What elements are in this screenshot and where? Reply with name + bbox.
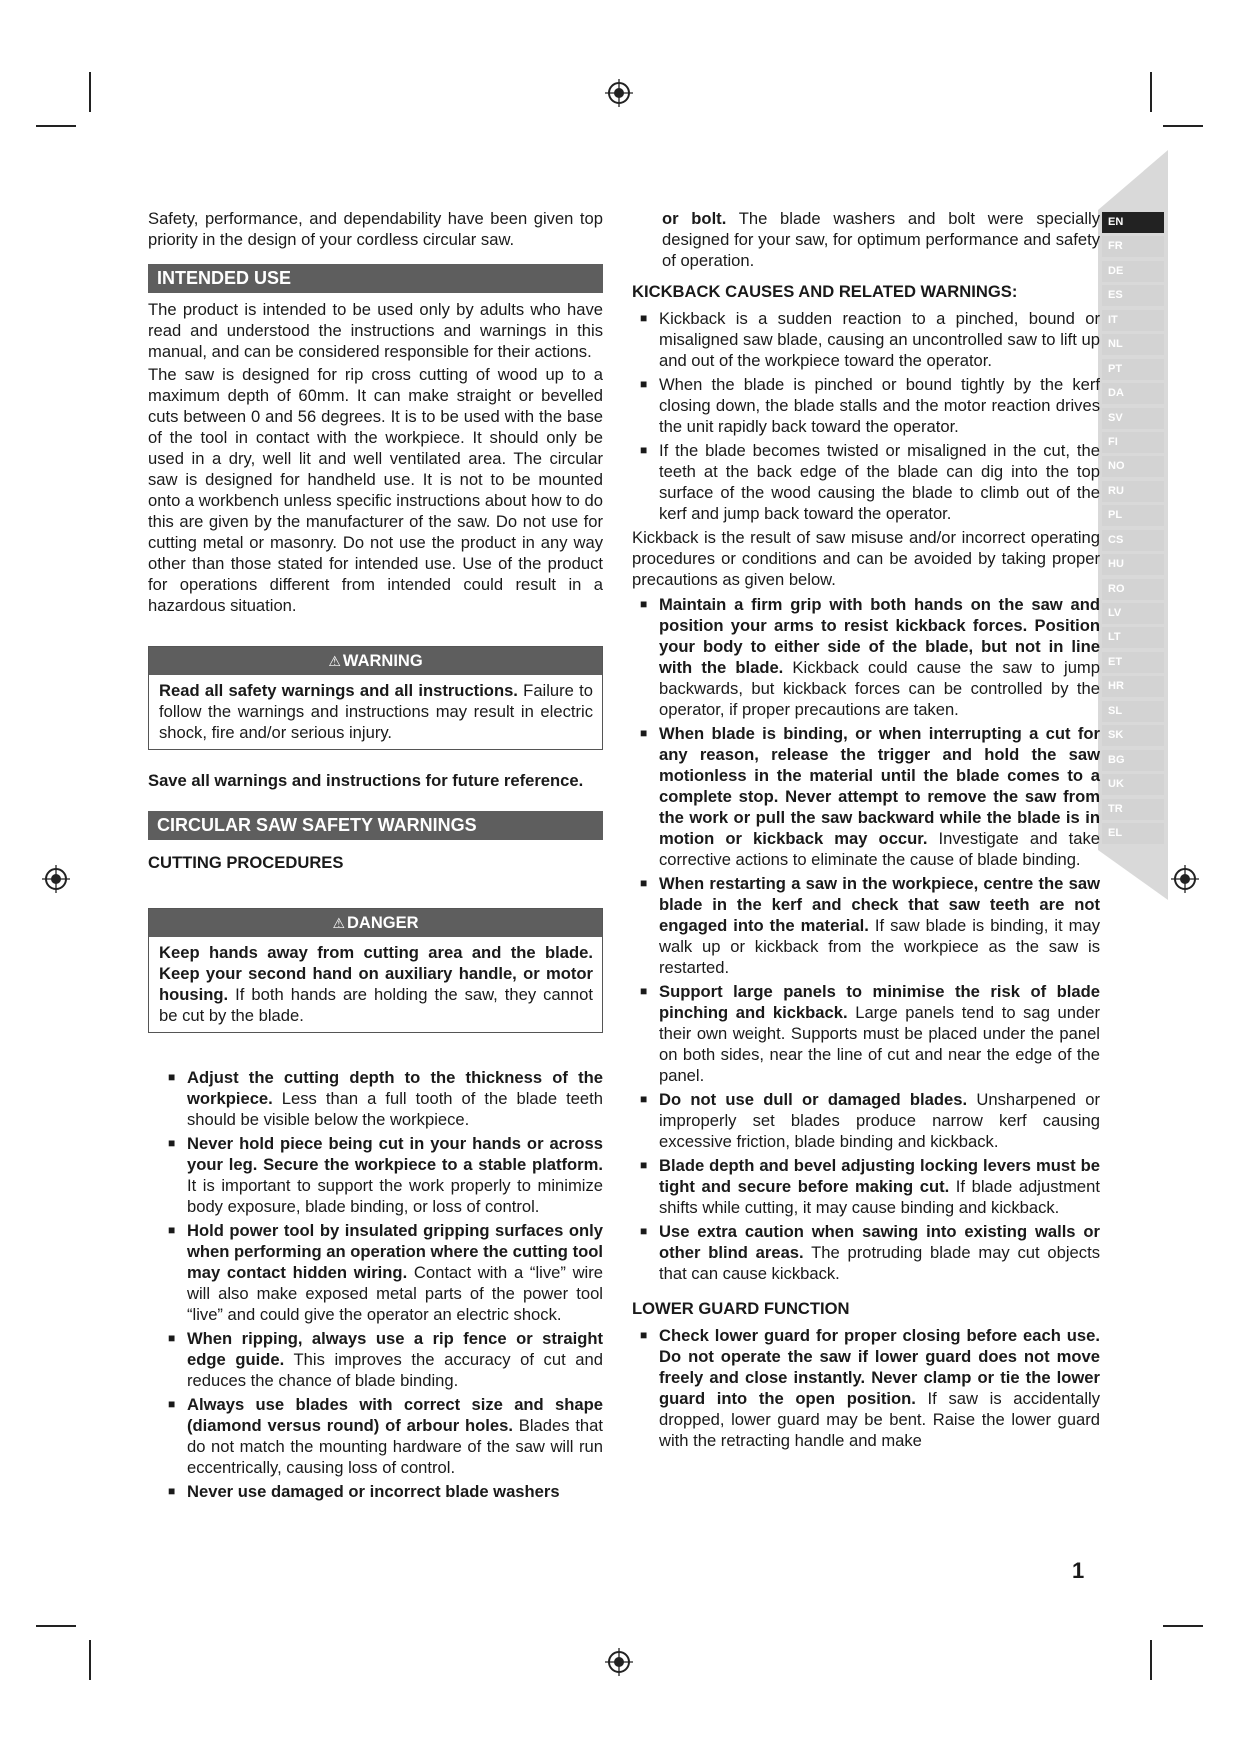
list-item-bold: Use extra caution when sawing into existing walls or other blind areas. xyxy=(659,1222,1100,1262)
intended-use-paragraph: The product is intended to be used only by adults who have read and understood the instructions and warnings in this manual, and can be considered responsible for their actions. xyxy=(148,300,603,361)
registration-mark-icon xyxy=(1171,865,1199,893)
language-tab-lv: LV xyxy=(1102,603,1164,624)
language-tab-nl: NL xyxy=(1102,334,1164,355)
language-tab-et: ET xyxy=(1102,652,1164,673)
danger-body-text: If both hands are holding the saw, they cannot be cut by the blade. xyxy=(159,985,593,1025)
list-item-bold: Always use blades with correct size and shape (diamond versus round) of arbour holes. xyxy=(187,1395,603,1435)
list-item xyxy=(632,440,1100,524)
list-item-text: Investigate and take corrective actions to eliminate the cause of blade binding. xyxy=(659,829,1101,869)
bullet-icon: ■ xyxy=(640,1092,648,1106)
danger-triangle-icon: ⚠ xyxy=(332,915,346,931)
danger-box xyxy=(148,908,603,1033)
list-item xyxy=(160,1133,603,1217)
left-column xyxy=(148,208,603,1505)
bullet-icon: ■ xyxy=(640,1328,648,1342)
language-tab-ru: RU xyxy=(1102,481,1164,502)
list-item-bold: Maintain a firm grip with both hands on the saw and position your arms to resist kickback forces. Position your body to either side of the blade, but not in line with the blade. xyxy=(659,595,1100,677)
warning-header xyxy=(149,647,602,675)
bullet-icon: ■ xyxy=(640,984,648,998)
list-item-bold: Blade depth and bevel adjusting locking levers must be tight and secure before making cut. xyxy=(659,1156,1100,1196)
language-tab-es: ES xyxy=(1102,285,1164,306)
bullet-icon: ■ xyxy=(168,1223,176,1237)
list-item xyxy=(160,1220,603,1325)
list-item-bold: Support large panels to minimise the risk of blade pinching and kickback. xyxy=(659,982,1100,1022)
warning-body-text: Failure to follow the warnings and instructions may result in electric shock, fire and/or serious injury. xyxy=(159,681,594,742)
language-tab-no: NO xyxy=(1102,456,1164,477)
intended-use-heading: INTENDED USE xyxy=(148,264,603,293)
crop-mark xyxy=(89,72,91,112)
continued-body: The blade washers and bolt were specially designed for your saw, for optimum performance and safety of operation. xyxy=(662,209,1100,270)
bullet-icon: ■ xyxy=(640,1224,648,1238)
danger-header xyxy=(149,909,602,937)
danger-title: DANGER xyxy=(347,914,419,932)
list-item xyxy=(632,723,1100,870)
language-tab-sv: SV xyxy=(1102,408,1164,429)
list-item-bold: Adjust the cutting depth to the thickness of the workpiece. xyxy=(187,1068,603,1108)
registration-mark-icon xyxy=(605,79,633,107)
language-tab-sl: SL xyxy=(1102,701,1164,722)
kickback-paragraph: Kickback is the result of saw misuse and/or incorrect operating procedures or conditions and can be avoided by taking proper precautions as given below. xyxy=(632,528,1100,589)
intro-text: Safety, performance, and dependability have been given top priority in the design of your cordless circular saw. xyxy=(148,209,603,249)
list-item-text: Kickback could cause the saw to jump backwards, but kickback forces can be controlled by the operator, if proper precautions are taken. xyxy=(659,658,1100,719)
language-tab-pl: PL xyxy=(1102,505,1164,526)
circular-saw-safety-heading: CIRCULAR SAW SAFETY WARNINGS xyxy=(148,811,603,840)
language-tab-el: EL xyxy=(1102,823,1164,844)
bullet-icon: ■ xyxy=(168,1397,176,1411)
language-tab-tr: TR xyxy=(1102,799,1164,820)
list-item-bold: Check lower guard for proper closing before each use. Do not operate the saw if lower guard does not move freely and close instantly. Never clamp or tie the lower guard into the open position. xyxy=(659,1326,1100,1408)
bullet-icon: ■ xyxy=(640,443,648,457)
list-item-bold: Do not use dull or damaged blades. xyxy=(659,1090,968,1109)
kickback-prevention-list xyxy=(632,594,1100,1284)
warning-triangle-icon: ⚠ xyxy=(328,653,341,669)
list-item xyxy=(160,1481,603,1502)
crop-mark xyxy=(1163,125,1203,127)
list-item xyxy=(632,1089,1100,1152)
language-tab-lt: LT xyxy=(1102,627,1164,648)
list-item-text: Unsharpened or improperly set blades produce narrow kerf causing excessive friction, blade binding and kickback. xyxy=(659,1090,1100,1151)
list-item xyxy=(632,374,1100,437)
language-tab-fr: FR xyxy=(1102,236,1164,257)
list-item-bold: When blade is binding, or when interrupting a cut for any reason, release the trigger and hold the saw motionless in the material until the blade comes to a complete stop. Never attempt to remove the saw from the work or pull the saw backward while the blade is in motion or kickback may occur. xyxy=(659,724,1100,848)
bullet-icon: ■ xyxy=(640,726,648,740)
list-item-bold: When restarting a saw in the workpiece, centre the saw blade in the kerf and check that saw teeth are not engaged into the material. xyxy=(659,874,1100,935)
continued-text xyxy=(632,208,1100,271)
language-tab-hr: HR xyxy=(1102,676,1164,697)
crop-mark xyxy=(1150,72,1152,112)
language-tab-hu: HU xyxy=(1102,554,1164,575)
list-item xyxy=(160,1394,603,1478)
bullet-icon: ■ xyxy=(168,1484,176,1498)
list-item xyxy=(632,308,1100,371)
list-item-bold: Never hold piece being cut in your hands or across your leg. Secure the workpiece to a stable platform. xyxy=(187,1134,603,1174)
list-item xyxy=(160,1328,603,1391)
warning-title: WARNING xyxy=(342,652,423,670)
list-item-text: The protruding blade may cut objects that can cause kickback. xyxy=(659,1243,1100,1283)
cutting-procedures-heading: CUTTING PROCEDURES xyxy=(148,853,344,872)
crop-mark xyxy=(1163,1625,1203,1627)
kickback-heading: KICKBACK CAUSES AND RELATED WARNINGS: xyxy=(632,282,1018,301)
right-column xyxy=(632,208,1100,1454)
list-item-bold: Hold power tool by insulated gripping surfaces only when performing an operation where the cutting tool may contact hidden wiring. xyxy=(187,1221,603,1282)
warning-bold-text: Read all safety warnings and all instructions. xyxy=(159,681,518,700)
list-item-text: This improves the accuracy of cut and reduces the chance of blade binding. xyxy=(187,1350,603,1390)
list-item-text: If saw blade is binding, it may walk up or kickback from the workpiece as the saw is restarted. xyxy=(659,916,1100,977)
warning-box xyxy=(148,646,603,750)
bullet-icon: ■ xyxy=(640,377,648,391)
list-item-bold: When ripping, always use a rip fence or straight edge guide. xyxy=(187,1329,603,1369)
language-tab-de: DE xyxy=(1102,261,1164,282)
continued-bold: or bolt. xyxy=(662,209,727,228)
crop-mark xyxy=(1150,1640,1152,1680)
warning-text xyxy=(149,675,602,749)
list-item-bold: Never use damaged or incorrect blade washers xyxy=(187,1482,560,1501)
language-tab-bg: BG xyxy=(1102,750,1164,771)
language-tab-da: DA xyxy=(1102,383,1164,404)
language-tab-sk: SK xyxy=(1102,725,1164,746)
danger-text xyxy=(149,937,602,1032)
language-tab-it: IT xyxy=(1102,310,1164,331)
language-tab-cs: CS xyxy=(1102,530,1164,551)
language-tab-fi: FI xyxy=(1102,432,1164,453)
list-item xyxy=(160,1067,603,1130)
lower-guard-heading: LOWER GUARD FUNCTION xyxy=(632,1299,850,1318)
crop-mark xyxy=(36,1625,76,1627)
list-item-text: If saw is accidentally dropped, lower guard may be bent. Raise the lower guard with the retracting handle and make xyxy=(659,1389,1100,1450)
bullet-icon: ■ xyxy=(640,1158,648,1172)
bullet-icon: ■ xyxy=(168,1331,176,1345)
language-tab-en: EN xyxy=(1102,212,1164,233)
list-item-text: If the blade becomes twisted or misaligned in the cut, the teeth at the back edge of the blade can dig into the top surface of the wood causing the blade to climb out of the kerf and jump back toward the operator. xyxy=(659,441,1100,523)
list-item-text: Less than a full tooth of the blade teeth should be visible below the workpiece. xyxy=(187,1089,603,1129)
list-item-text: It is important to support the work properly to minimize body exposure, blade binding, or loss of control. xyxy=(187,1176,603,1216)
page-number: 1 xyxy=(1072,1558,1085,1583)
crop-mark xyxy=(36,125,76,127)
intended-use-paragraph: The saw is designed for rip cross cutting of wood up to a maximum depth of 60mm. It can make straight or bevelled cuts between 0 and 56 degrees. It is to be used with the base of the tool in contact with the workpiece. It should only be used in a dry, well lit and well ventilated area. The circular saw is designed for handheld use. It is not to be mounted onto a workbench unless specific instructions about how to do this are given by the manufacturer of the saw. Do not use for cutting metal or masonry. Do not use the product in any way other than those stated for intended use. Use of the product for operations different from intended could result in a hazardous situation. xyxy=(148,365,603,615)
cutting-procedures-list xyxy=(148,1067,603,1502)
list-item xyxy=(632,1155,1100,1218)
language-tabs xyxy=(1102,212,1164,847)
list-item-text: Contact with a “live” wire will also make exposed metal parts of the power tool “live” and could give the operator an electric shock. xyxy=(187,1263,603,1324)
registration-mark-icon xyxy=(42,865,70,893)
bullet-icon: ■ xyxy=(640,876,648,890)
list-item-text: Blades that do not match the mounting hardware of the saw will run eccentrically, causing loss of control. xyxy=(187,1416,603,1477)
list-item xyxy=(632,1221,1100,1284)
registration-mark-icon xyxy=(605,1648,633,1676)
bullet-icon: ■ xyxy=(640,597,648,611)
language-tab-pt: PT xyxy=(1102,359,1164,380)
list-item-text: If blade adjustment shifts while cutting, it may cause binding and kickback. xyxy=(659,1177,1100,1217)
danger-bold-text: Keep hands away from cutting area and the blade. Keep your second hand on auxiliary handle, or motor housing. xyxy=(159,943,593,1004)
list-item xyxy=(632,1325,1100,1451)
language-tab-uk: UK xyxy=(1102,774,1164,795)
bullet-icon: ■ xyxy=(168,1070,176,1084)
list-item-text: When the blade is pinched or bound tightly by the kerf closing down, the blade stalls and the motor reaction drives the unit rapidly back toward the operator. xyxy=(659,375,1100,436)
list-item xyxy=(632,594,1100,720)
list-item-text: Large panels tend to sag under their own weight. Supports must be placed under the panel on both sides, near the line of cut and near the edge of the panel. xyxy=(659,1003,1100,1085)
bullet-icon: ■ xyxy=(168,1136,176,1150)
crop-mark xyxy=(89,1640,91,1680)
list-item xyxy=(632,873,1100,978)
list-item xyxy=(632,981,1100,1086)
list-item-text: Kickback is a sudden reaction to a pinched, bound or misaligned saw blade, causing an uncontrolled saw to lift up and out of the workpiece toward the operator. xyxy=(659,309,1100,370)
save-note: Save all warnings and instructions for future reference. xyxy=(148,771,584,790)
kickback-causes-list xyxy=(632,308,1100,524)
lower-guard-list xyxy=(632,1325,1100,1451)
bullet-icon: ■ xyxy=(640,311,648,325)
language-tab-ro: RO xyxy=(1102,579,1164,600)
